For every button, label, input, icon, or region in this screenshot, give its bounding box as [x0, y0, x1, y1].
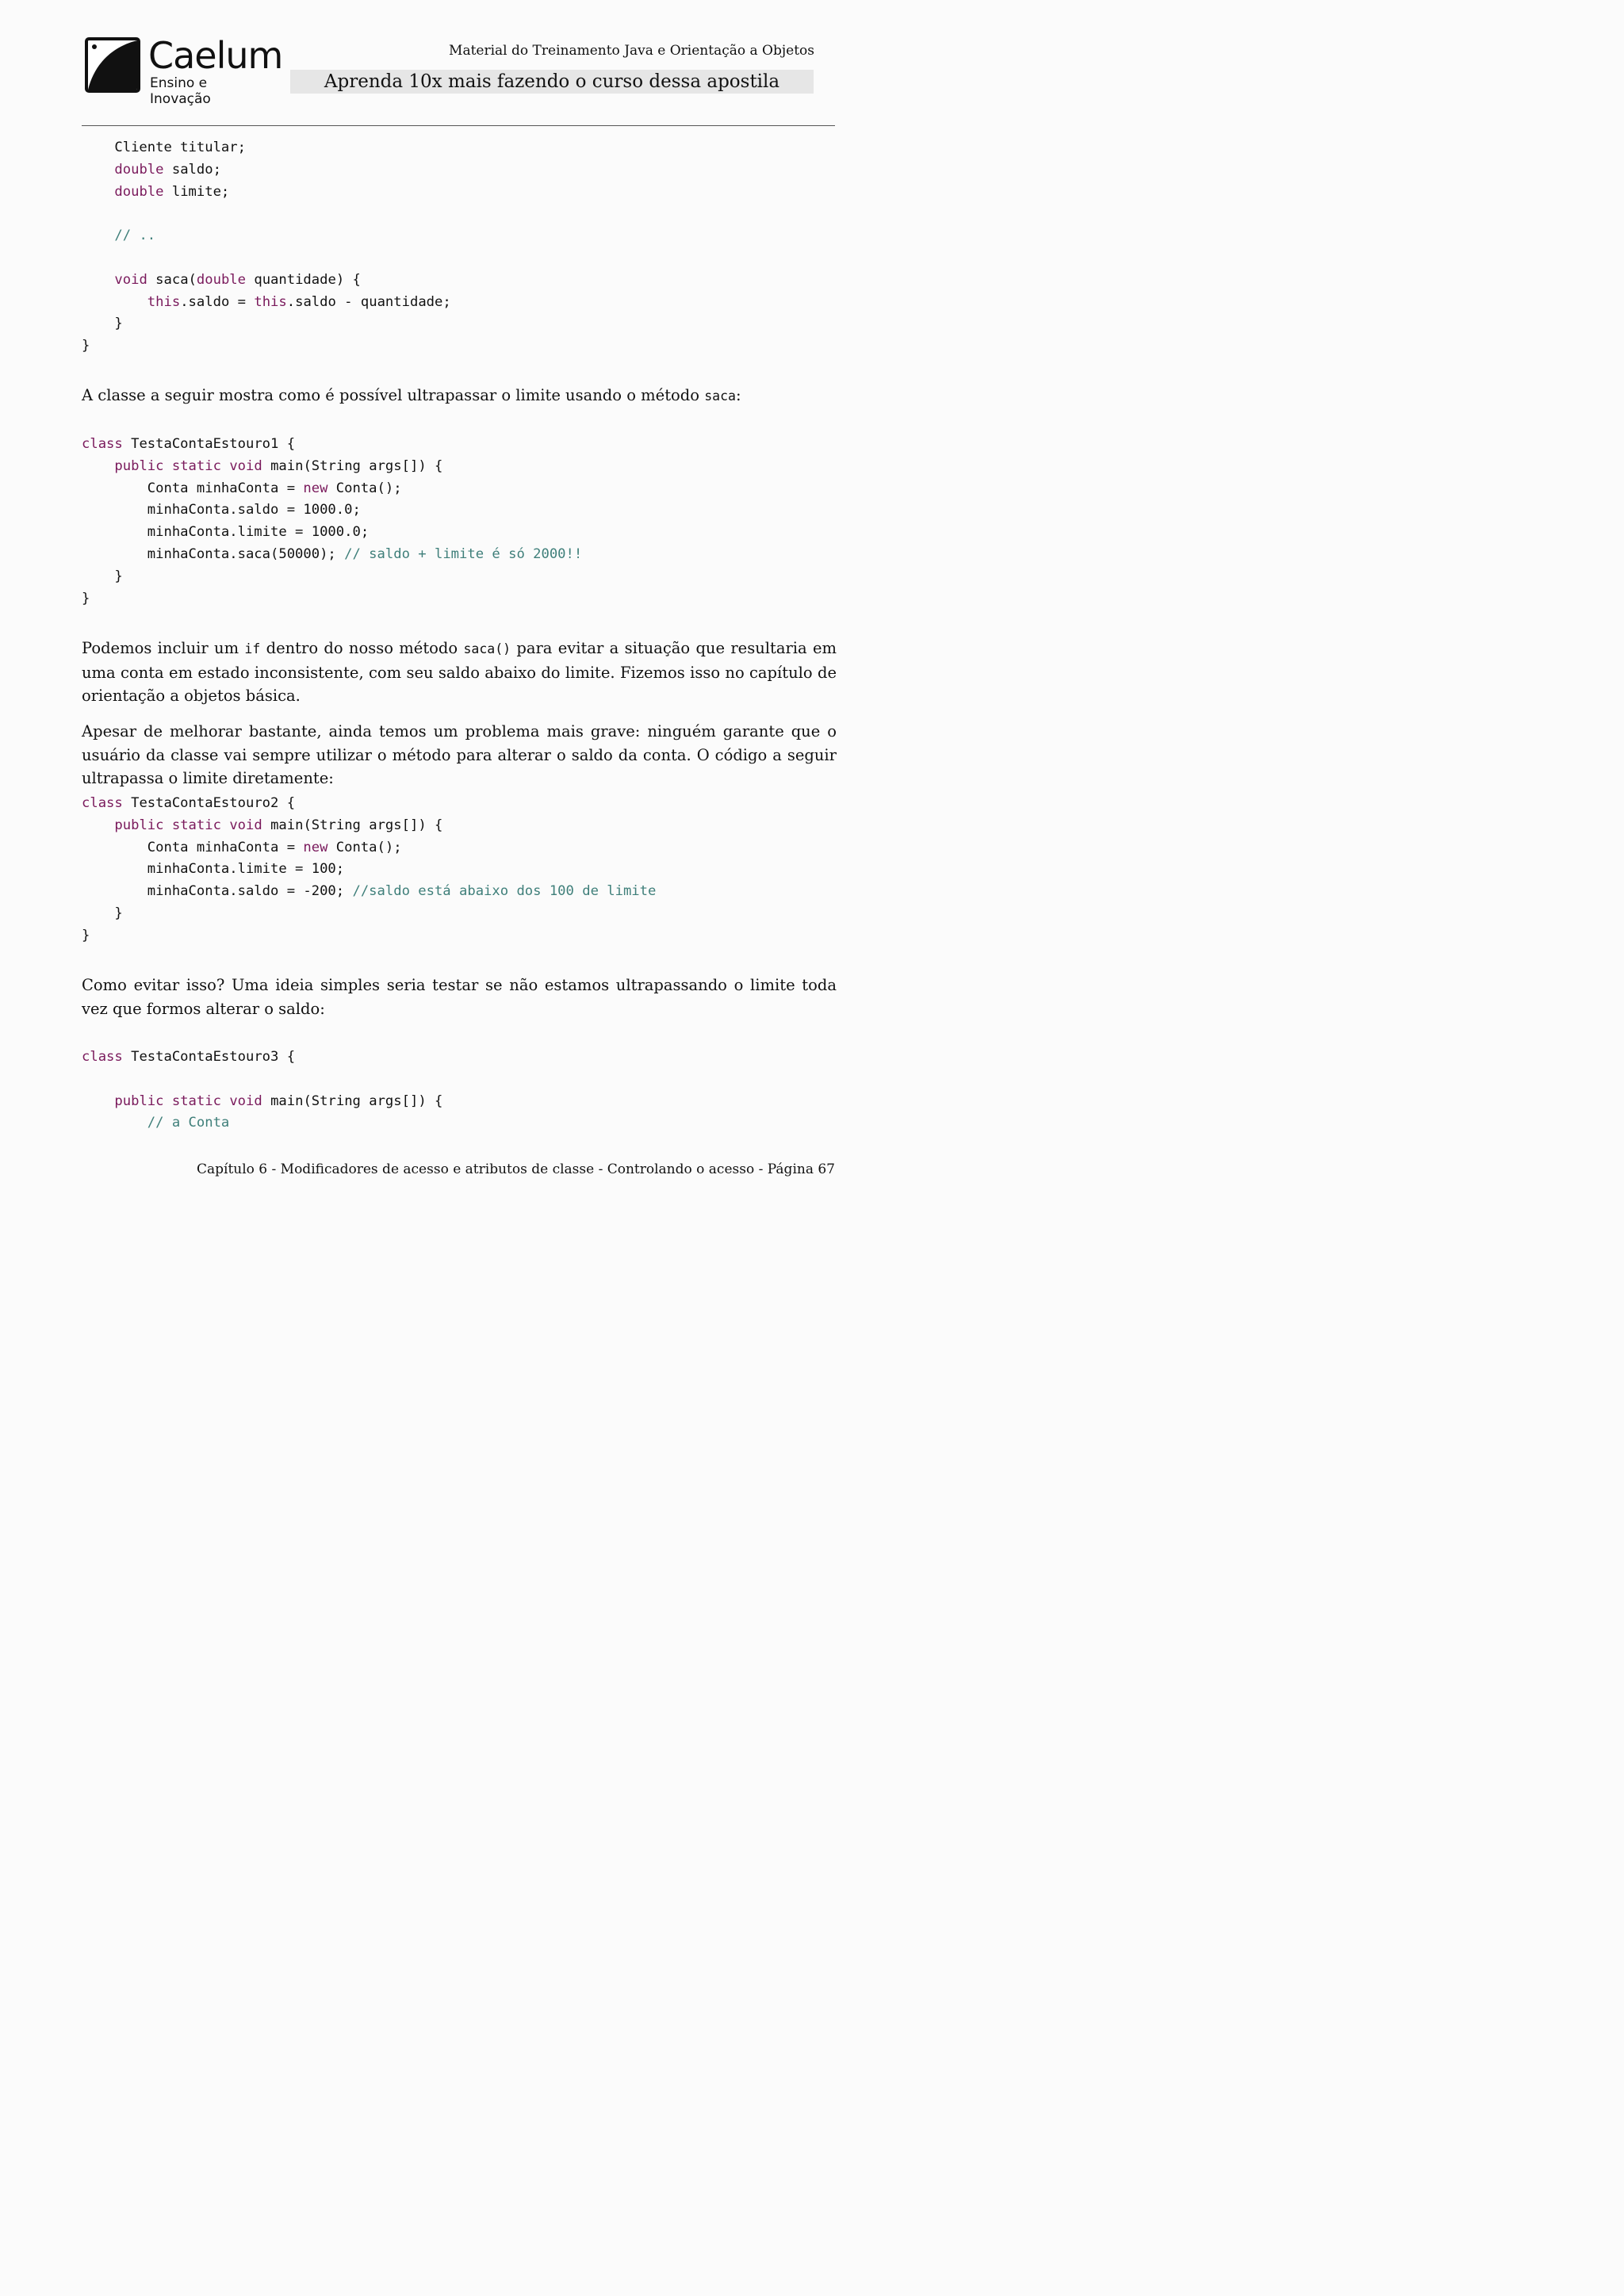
code-line: [82, 182, 451, 204]
code-text: main(String args[]) {: [262, 1093, 443, 1109]
code-text: saca(: [147, 271, 197, 288]
code-line: [82, 903, 656, 925]
code-keyword: void: [229, 457, 262, 474]
code-text: .saldo - quantidade;: [286, 293, 451, 310]
code-comment: // saldo + limite é só 2000!!: [344, 545, 583, 562]
code-line: [82, 566, 582, 588]
code-text: }: [82, 927, 90, 943]
logo-tagline: Ensino e Inovação: [150, 75, 211, 107]
code-text: [82, 228, 114, 243]
promo-banner: Aprenda 10x mais fazendo o curso dessa apostila: [290, 70, 814, 94]
code-line: [82, 544, 582, 566]
code-text: [82, 272, 114, 288]
code-line: [82, 434, 582, 456]
code-line: [82, 159, 451, 182]
code-text: }: [82, 905, 123, 921]
code-text: [82, 184, 114, 200]
code-keyword: class: [82, 795, 123, 811]
code-line: [82, 522, 582, 544]
code-keyword: class: [82, 1049, 123, 1065]
code-keyword: public: [114, 817, 164, 833]
code-text: [82, 1093, 114, 1109]
code-text: Cliente titular;: [82, 140, 246, 155]
paragraph-text: Como evitar isso? Uma ideia simples seria testar se não estamos ultrapassando o limite toda vez que formos alterar o saldo:: [82, 976, 837, 1018]
code-line: [82, 335, 451, 358]
code-keyword: double: [114, 183, 164, 200]
code-keyword: void: [114, 271, 147, 288]
code-keyword: double: [196, 271, 246, 288]
code-line: [82, 478, 582, 500]
code-text: TestaContaEstouro2 {: [122, 795, 296, 811]
code-text: Conta minhaConta =: [82, 480, 304, 496]
paragraph-2: [82, 637, 837, 708]
code-keyword: double: [114, 161, 164, 178]
code-line: [82, 1091, 442, 1113]
code-keyword: class: [82, 436, 123, 452]
code-comment: //saldo está abaixo dos 100 de limite: [352, 883, 657, 900]
code-keyword: this: [147, 293, 181, 310]
code-text: [221, 458, 229, 474]
code-line: [82, 925, 656, 947]
code-keyword: void: [229, 817, 262, 833]
paragraph-text: A classe a seguir mostra como é possível ultrapassar o limite usando o método: [82, 386, 705, 404]
code-text: }: [82, 590, 90, 607]
code-keyword: public: [114, 1093, 164, 1109]
code-text: minhaConta.saldo = -200;: [82, 883, 353, 900]
code-keyword: static: [171, 457, 221, 474]
code-keyword: public: [114, 457, 164, 474]
code-line: [82, 1069, 442, 1091]
paragraph-1: [82, 384, 837, 408]
header-divider: [82, 125, 835, 126]
code-text: [82, 817, 114, 833]
code-line: [82, 270, 451, 292]
logo-mark-icon: [85, 37, 140, 93]
inline-code: saca: [704, 388, 736, 404]
code-line: [82, 793, 656, 815]
code-keyword: this: [254, 293, 287, 310]
code-keyword: static: [171, 1093, 221, 1109]
code-line: [82, 313, 451, 335]
code-line: [82, 247, 451, 270]
code-text: minhaConta.saldo = 1000.0;: [82, 502, 361, 519]
code-line: [82, 837, 656, 859]
paragraph-text: Podemos incluir um: [82, 639, 245, 657]
code-line: [82, 1047, 442, 1069]
code-line: [82, 815, 656, 837]
code-text: minhaConta.saca(50000);: [82, 545, 345, 562]
code-text: minhaConta.limite = 100;: [82, 861, 345, 878]
code-text: [221, 1093, 229, 1109]
paragraph-3: [82, 720, 837, 790]
code-line: [82, 588, 582, 610]
code-line: [82, 292, 451, 314]
code-block-4: [82, 1047, 442, 1135]
paragraph-text: para evitar a situação que resultaria em uma conta em estado inconsistente, com seu saldo abaixo do limite. Fizemos isso no capítulo de orientação a objetos básica.: [82, 639, 837, 705]
code-line: [82, 1112, 442, 1135]
code-text: [164, 817, 172, 833]
code-text: [82, 1115, 147, 1131]
page-footer: Capítulo 6 - Modificadores de acesso e atributos de classe - Controlando o acesso - Página 67: [196, 1161, 835, 1177]
code-line: [82, 456, 582, 478]
paragraph-text: :: [735, 386, 741, 404]
paragraph-text: dentro do nosso método: [260, 639, 464, 657]
code-text: saldo;: [163, 161, 221, 178]
code-text: [82, 162, 114, 178]
code-line: [82, 137, 451, 159]
code-block-3: [82, 793, 656, 947]
code-line: [82, 859, 656, 881]
logo-name: Caelum: [148, 34, 283, 77]
paragraph-4: [82, 974, 837, 1020]
inline-code: if: [244, 641, 261, 656]
code-block-1: [82, 137, 451, 358]
code-text: TestaContaEstouro1 {: [122, 436, 296, 452]
code-text: [164, 458, 172, 474]
code-text: main(String args[]) {: [262, 817, 443, 833]
code-text: Conta();: [327, 839, 402, 855]
code-text: [82, 458, 114, 474]
caelum-logo: [85, 34, 283, 107]
code-text: limite;: [163, 183, 230, 200]
code-comment: // a Conta: [147, 1115, 230, 1131]
code-keyword: new: [303, 480, 328, 496]
code-keyword: void: [229, 1093, 262, 1109]
code-keyword: new: [303, 839, 328, 855]
code-text: TestaContaEstouro3 {: [122, 1049, 296, 1065]
code-line: [82, 225, 451, 247]
code-text: main(String args[]) {: [262, 457, 443, 474]
code-line: [82, 203, 451, 225]
paragraph-text: Apesar de melhorar bastante, ainda temos um problema mais grave: ninguém garante que o usuário da classe vai sempre utilizar o método para alterar o saldo da conta. O código a seguir ultrapassa o limite diretamente:: [82, 722, 837, 787]
code-text: .saldo =: [180, 293, 255, 310]
code-keyword: static: [171, 817, 221, 833]
code-text: }: [82, 568, 123, 584]
code-comment: // ..: [114, 228, 156, 244]
code-line: [82, 499, 582, 522]
code-text: }: [82, 316, 123, 332]
code-text: [82, 294, 147, 310]
material-title: Material do Treinamento Java e Orientação a Objetos: [449, 43, 814, 59]
code-line: [82, 881, 656, 903]
page-header: [0, 0, 879, 127]
code-text: minhaConta.limite = 1000.0;: [82, 524, 370, 541]
inline-code: saca(): [463, 641, 511, 656]
code-block-2: [82, 434, 582, 610]
code-text: Conta();: [327, 480, 402, 496]
code-text: quantidade) {: [246, 271, 361, 288]
code-text: [164, 1093, 172, 1109]
code-text: Conta minhaConta =: [82, 839, 304, 855]
code-text: }: [82, 338, 90, 354]
code-text: [221, 817, 229, 833]
